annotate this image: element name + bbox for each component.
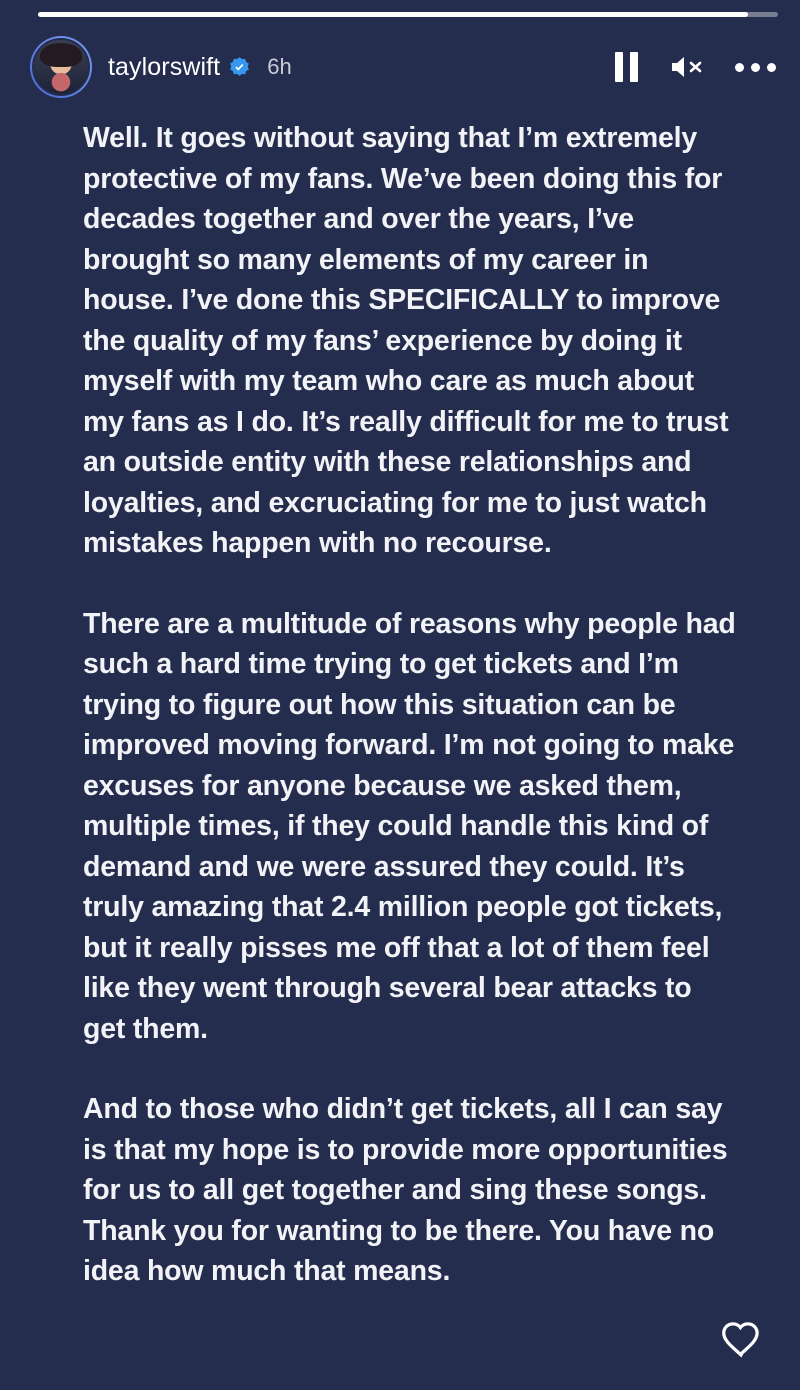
- pause-icon: [615, 52, 639, 82]
- story-paragraph: Well. It goes without saying that I’m extremely protective of my fans. We’ve been doing this for decades together and over the years, I’ve brought so many elements of my career in house. I’ve done this SPECIFICALLY to improve the quality of my fans’ experience by doing it myself with my team who care as much about my fans as I do. It’s really difficult for me to trust an outside entity with these relationships and loyalties, and excruciating for me to just watch mistakes happen with no recourse.: [83, 122, 729, 559]
- story-header: [30, 34, 776, 100]
- story-progress-bar: [38, 12, 778, 17]
- like-button[interactable]: [718, 1316, 764, 1362]
- more-options-button[interactable]: [735, 63, 776, 72]
- heart-icon: [718, 1316, 764, 1362]
- mute-button[interactable]: [669, 52, 705, 82]
- story-text-content: [83, 118, 740, 1292]
- username-label[interactable]: taylorswift: [108, 52, 221, 81]
- pause-button[interactable]: [615, 52, 639, 82]
- story-timestamp: 6h: [267, 54, 292, 79]
- verified-badge-icon: [228, 56, 251, 79]
- ellipsis-icon: [735, 63, 776, 72]
- story-progress-fill: [38, 12, 748, 17]
- mute-icon: [669, 52, 705, 82]
- avatar-image: [32, 38, 90, 96]
- avatar[interactable]: [30, 36, 92, 98]
- story-paragraph: There are a multitude of reasons why people had such a hard time trying to get tickets and I’m trying to figure out how this situation can be improved moving forward. I’m not going to make excuses for anyone because we asked them, multiple times, if they could handle this kind of demand and we were assured they could. It’s truly amazing that 2.4 million people got tickets, but it really pisses me off that a lot of them feel like they went through several bear attacks to get them.: [83, 607, 736, 1045]
- story-header-actions: [615, 52, 776, 82]
- story-paragraph: And to those who didn’t get tickets, all I can say is that my hope is to provide more opportunities for us to all get together and sing these songs. Thank you for wanting to be there. You have no idea how much that means.: [83, 1093, 728, 1287]
